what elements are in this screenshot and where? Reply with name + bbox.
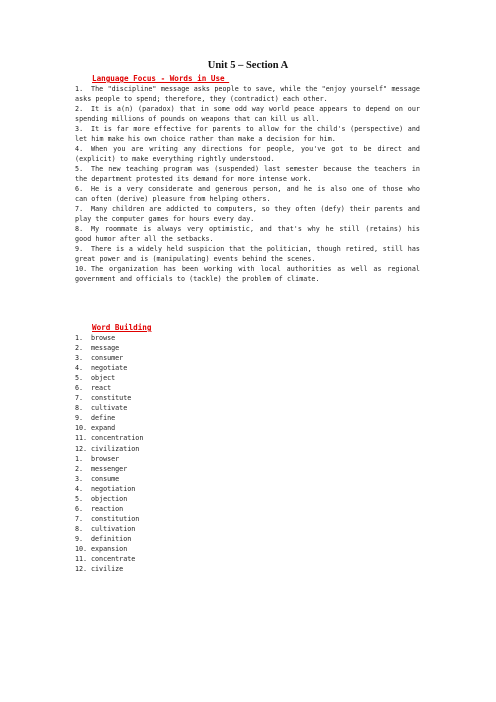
language-focus-item bbox=[75, 144, 420, 164]
item-word: concentration bbox=[91, 434, 144, 443]
word-building-list bbox=[75, 333, 143, 574]
item-word: message bbox=[91, 344, 120, 353]
language-focus-item bbox=[75, 124, 420, 144]
word-building-item bbox=[75, 373, 143, 383]
item-word: expansion bbox=[91, 544, 128, 553]
language-focus-item bbox=[75, 164, 420, 184]
item-number: 1. bbox=[75, 334, 84, 342]
item-text: My roommate is always very optimistic, and that's why he still (retains) his good humor after all the setbacks. bbox=[75, 225, 420, 243]
item-number: 4. bbox=[75, 145, 84, 153]
item-number: 8. bbox=[75, 225, 84, 233]
item-number: 6. bbox=[75, 185, 84, 193]
item-number: 2. bbox=[75, 105, 84, 113]
word-building-item bbox=[75, 464, 143, 474]
item-number: 7. bbox=[75, 205, 84, 213]
item-word: reaction bbox=[91, 504, 124, 513]
item-word: negotiation bbox=[91, 484, 136, 493]
item-word: consumer bbox=[91, 354, 124, 363]
item-number: 10. bbox=[75, 544, 88, 553]
item-number: 2. bbox=[75, 464, 84, 473]
item-word: expand bbox=[91, 424, 116, 433]
language-focus-heading: Language Focus - Words in Use bbox=[92, 74, 230, 83]
page-title: Unit 5 – Section A bbox=[207, 60, 289, 71]
item-word: negotiate bbox=[91, 364, 128, 373]
item-text: Many children are addicted to computers, so they often (defy) their parents and play the computer games for hours every day. bbox=[75, 205, 420, 223]
item-number: 10. bbox=[75, 424, 88, 433]
item-text: It is a(n) (paradox) that in some odd way world peace appears to depend on our spending millions of pounds on weapons that can kill us all. bbox=[75, 105, 420, 123]
item-word: civilize bbox=[91, 565, 124, 574]
item-number: 7. bbox=[75, 514, 84, 523]
item-number: 8. bbox=[75, 524, 84, 533]
item-word: object bbox=[91, 374, 116, 383]
item-word: concentrate bbox=[91, 555, 136, 564]
item-number: 11. bbox=[75, 434, 88, 443]
word-building-heading: Word Building bbox=[92, 323, 152, 332]
item-text: The "discipline" message asks people to save, while the "enjoy yourself" message asks people to spend; therefore, they (contradict) each other. bbox=[75, 85, 420, 103]
word-building-item bbox=[75, 484, 143, 494]
item-word: constitute bbox=[91, 394, 132, 403]
word-building-item bbox=[75, 544, 143, 554]
item-word: browser bbox=[91, 454, 120, 463]
item-word: civilization bbox=[91, 444, 140, 453]
item-word: cultivation bbox=[91, 524, 136, 533]
item-number: 4. bbox=[75, 484, 84, 493]
item-number: 12. bbox=[75, 444, 88, 453]
language-focus-item bbox=[75, 84, 420, 104]
item-text: The organization has been working with local authorities as well as regional government and officials to (tackle) the problem of climate. bbox=[75, 265, 420, 283]
item-word: define bbox=[91, 414, 116, 423]
item-number: 2. bbox=[75, 344, 84, 353]
word-building-item bbox=[75, 454, 143, 464]
item-word: browse bbox=[91, 334, 116, 342]
word-building-item bbox=[75, 504, 143, 514]
item-number: 8. bbox=[75, 404, 84, 413]
word-building-item bbox=[75, 433, 143, 443]
language-focus-item bbox=[75, 204, 420, 224]
word-building-item bbox=[75, 423, 143, 433]
item-number: 10. bbox=[75, 265, 88, 273]
word-building-item bbox=[75, 363, 143, 373]
item-number: 3. bbox=[75, 125, 84, 133]
item-number: 5. bbox=[75, 165, 84, 173]
item-number: 12. bbox=[75, 565, 88, 574]
language-focus-item bbox=[75, 244, 420, 264]
language-focus-item bbox=[75, 264, 420, 284]
item-text: It is far more effective for parents to allow for the child's (perspective) and let him make his own choice rather than make a decision for him. bbox=[75, 125, 420, 143]
item-number: 5. bbox=[75, 494, 84, 503]
word-building-item bbox=[75, 413, 143, 423]
word-building-item bbox=[75, 403, 143, 413]
item-word: cultivate bbox=[91, 404, 128, 413]
item-word: definition bbox=[91, 534, 132, 543]
item-word: consume bbox=[91, 474, 120, 483]
word-building-item bbox=[75, 514, 143, 524]
item-number: 1. bbox=[75, 85, 84, 93]
word-building-item bbox=[75, 524, 143, 534]
item-number: 9. bbox=[75, 534, 84, 543]
item-word: objection bbox=[91, 494, 128, 503]
language-focus-item bbox=[75, 184, 420, 204]
item-number: 5. bbox=[75, 374, 84, 383]
word-building-item bbox=[75, 383, 143, 393]
language-focus-item bbox=[75, 224, 420, 244]
word-building-item bbox=[75, 564, 143, 574]
item-number: 11. bbox=[75, 555, 88, 564]
item-number: 1. bbox=[75, 454, 84, 463]
item-number: 4. bbox=[75, 364, 84, 373]
language-focus-item bbox=[75, 104, 420, 124]
word-building-item bbox=[75, 343, 143, 353]
word-building-item bbox=[75, 353, 143, 363]
word-building-item bbox=[75, 393, 143, 403]
item-text: He is a very considerate and generous person, and he is also one of those who can often (derive) pleasure from helping others. bbox=[75, 185, 420, 203]
item-number: 6. bbox=[75, 384, 84, 393]
word-building-item bbox=[75, 494, 143, 504]
item-number: 7. bbox=[75, 394, 84, 403]
item-number: 9. bbox=[75, 245, 84, 253]
language-focus-list bbox=[75, 84, 420, 284]
word-building-item bbox=[75, 333, 143, 343]
item-text: When you are writing any directions for people, you've got to be direct and (explicit) to make everything rightly understood. bbox=[75, 145, 420, 163]
item-text: There is a widely held suspicion that the politician, though retired, still has great power and is (manipulating) events behind the scenes. bbox=[75, 245, 420, 263]
item-word: react bbox=[91, 384, 112, 393]
word-building-item bbox=[75, 474, 143, 484]
item-word: constitution bbox=[91, 514, 140, 523]
word-building-item bbox=[75, 534, 143, 544]
item-number: 6. bbox=[75, 504, 84, 513]
item-number: 3. bbox=[75, 474, 84, 483]
item-text: The new teaching program was (suspended) last semester because the teachers in the department protested its demand for more intense work. bbox=[75, 165, 420, 183]
item-number: 3. bbox=[75, 354, 84, 363]
item-word: messenger bbox=[91, 464, 128, 473]
word-building-item bbox=[75, 444, 143, 454]
word-building-item bbox=[75, 554, 143, 564]
item-number: 9. bbox=[75, 414, 84, 423]
